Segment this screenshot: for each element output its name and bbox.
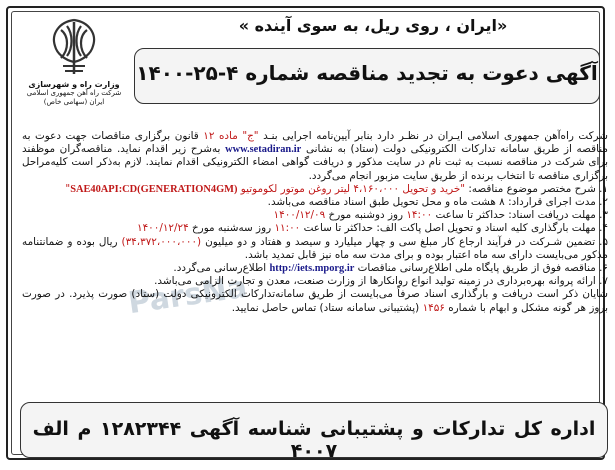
logo-ministry-text: وزارت راه و شهرسازی — [28, 80, 120, 89]
item3-label: ۳. مهلت دریافت اسناد: حداکثر تا ساعت — [435, 209, 608, 222]
iets-link[interactable]: http://iets.mporg.ir — [269, 263, 355, 275]
watermark: ParsNa — [126, 269, 250, 322]
item5-text-2: ریال بوده و ضمانتنامه مذکور می‌بایست دارای سه ماه اعتبار بوده و برای مدت سه ماه نیز قابل تمدید باشد. — [22, 235, 608, 261]
item1-quote-end: " — [65, 182, 71, 195]
intro-text-2: قانون برگزاری مناقصات جهت دعوت به مناقصه از طریق سامانه تدارکات الکترونیکی دولت (ستاد) به نشانی — [22, 130, 608, 156]
note-paragraph — [22, 288, 608, 314]
item1-spec: SAE40API:CD(GENERATION4GM) — [70, 183, 238, 195]
item4-day: روز سه‌شنبه مورخ — [191, 222, 272, 235]
item3-date: ۱۴۰۰/۱۲/۰۹ — [273, 209, 326, 222]
notice-body — [22, 130, 608, 315]
notice-title: آگهی دعوت به تجدید مناقصه شماره ۴-۲۵-۱۴۰۰ — [136, 61, 598, 85]
note-text-2: (پشتیبانی سامانه ستاد) تماس حاصل نمایید. — [231, 301, 420, 314]
intro-text-3: به‌شرح زیر اقدام نماید. مناقصه‌گران موظفند برای شرکت در مناقصه نسبت به ثبت نام در سایت مذکور و دریافت گواهی امضاء الکترونیکی اقدام نمایند. لازم به‌ذکر است کلیه‌مراحل برگزاری مناقصه تا انتخاب برنده از طریق سایت مزبور انجام می‌گردد. — [22, 143, 608, 182]
item-5 — [22, 236, 608, 262]
item1-subject: "خرید و تحویل ۴،۱۶۰،۰۰۰ لیتر روغن موتور لکوموتیو — [240, 182, 466, 195]
item-7: ۷. ارائه پروانه بهره‌برداری در زمینه تولید انواع روانکارها از وزارت صنعت، معدن و تجارت الزامی می‌باشد. — [154, 275, 608, 288]
footer-text: اداره کل تدارکات و پشتیبانی شناسه آگهی ۱۲۸۲۳۴۴ م الف ۴۰۰۷ — [32, 418, 596, 462]
item6-text-2: اطلاع‌رسانی می‌گردد. — [173, 262, 267, 275]
item3-day: روز دوشنبه مورخ — [328, 209, 404, 222]
item-6 — [22, 262, 608, 275]
note-phone: ۱۴۵۶ — [422, 301, 445, 314]
logo — [22, 16, 126, 114]
item6-text-1: ۶. مناقصه فوق از طریق پایگاه ملی اطلاع‌رسانی مناقصات — [357, 262, 608, 275]
title-banner — [134, 48, 600, 104]
item-1 — [22, 183, 608, 196]
item4-label: ۴. مهلت بارگذاری کلیه اسناد و تحویل اصل پاکت الف: حداکثر تا ساعت — [303, 222, 608, 235]
notice-header — [8, 8, 603, 118]
intro-clause: "ج" ماده ۱۲ — [203, 130, 259, 142]
note-text-1: شایان ذکر است دریافت و بارگذاری اسناد صرفاً می‌بایست از طریق سامانه‌تدارکات الکترونیکی دولت (ستاد) صورت پذیرد. در صورت بروز هر گونه مشکل و ابهام با شماره — [22, 288, 608, 314]
item5-text-1: ۵. تضمین شـرکت در فرآیند ارجاع کار مبلغ سی و چهار میلیارد و سیصد و هفتاد و دو میلیون — [205, 235, 608, 248]
logo-company-text: شرکت راه آهن جمهوری اسلامی ایران (سهامی خاص) — [26, 89, 122, 106]
item1-label: ۱. شرح مختصر موضوع مناقصه: — [468, 182, 608, 195]
intro-paragraph — [22, 130, 608, 183]
footer-banner — [20, 402, 608, 462]
item-4 — [22, 222, 608, 235]
railway-emblem-icon — [39, 16, 109, 78]
item3-time: ۱۴:۰۰ — [406, 209, 433, 222]
setad-link[interactable]: www.setadiran.ir — [225, 144, 302, 156]
notice-frame — [6, 6, 608, 462]
slogan: «ایران ، روی ریل، به سوی آینده » — [238, 16, 508, 35]
item4-date: ۱۴۰۰/۱۲/۲۴ — [137, 222, 189, 235]
item4-time: ۱۱:۰۰ — [274, 222, 301, 235]
item-3 — [22, 209, 608, 222]
item5-amount: (۳۴،۳۷۲،۰۰۰،۰۰۰) — [121, 235, 202, 248]
item-2: ۲. مدت اجرای قرارداد: ۸ هشت ماه و محل تحویل طبق اسناد مناقصه می‌باشد. — [267, 196, 608, 209]
intro-text-1: شرکت راه‌آهن جمهوری اسلامی ایـران در نظـر دارد بنابر آیین‌نامه اجرایی بنـد — [263, 130, 608, 142]
